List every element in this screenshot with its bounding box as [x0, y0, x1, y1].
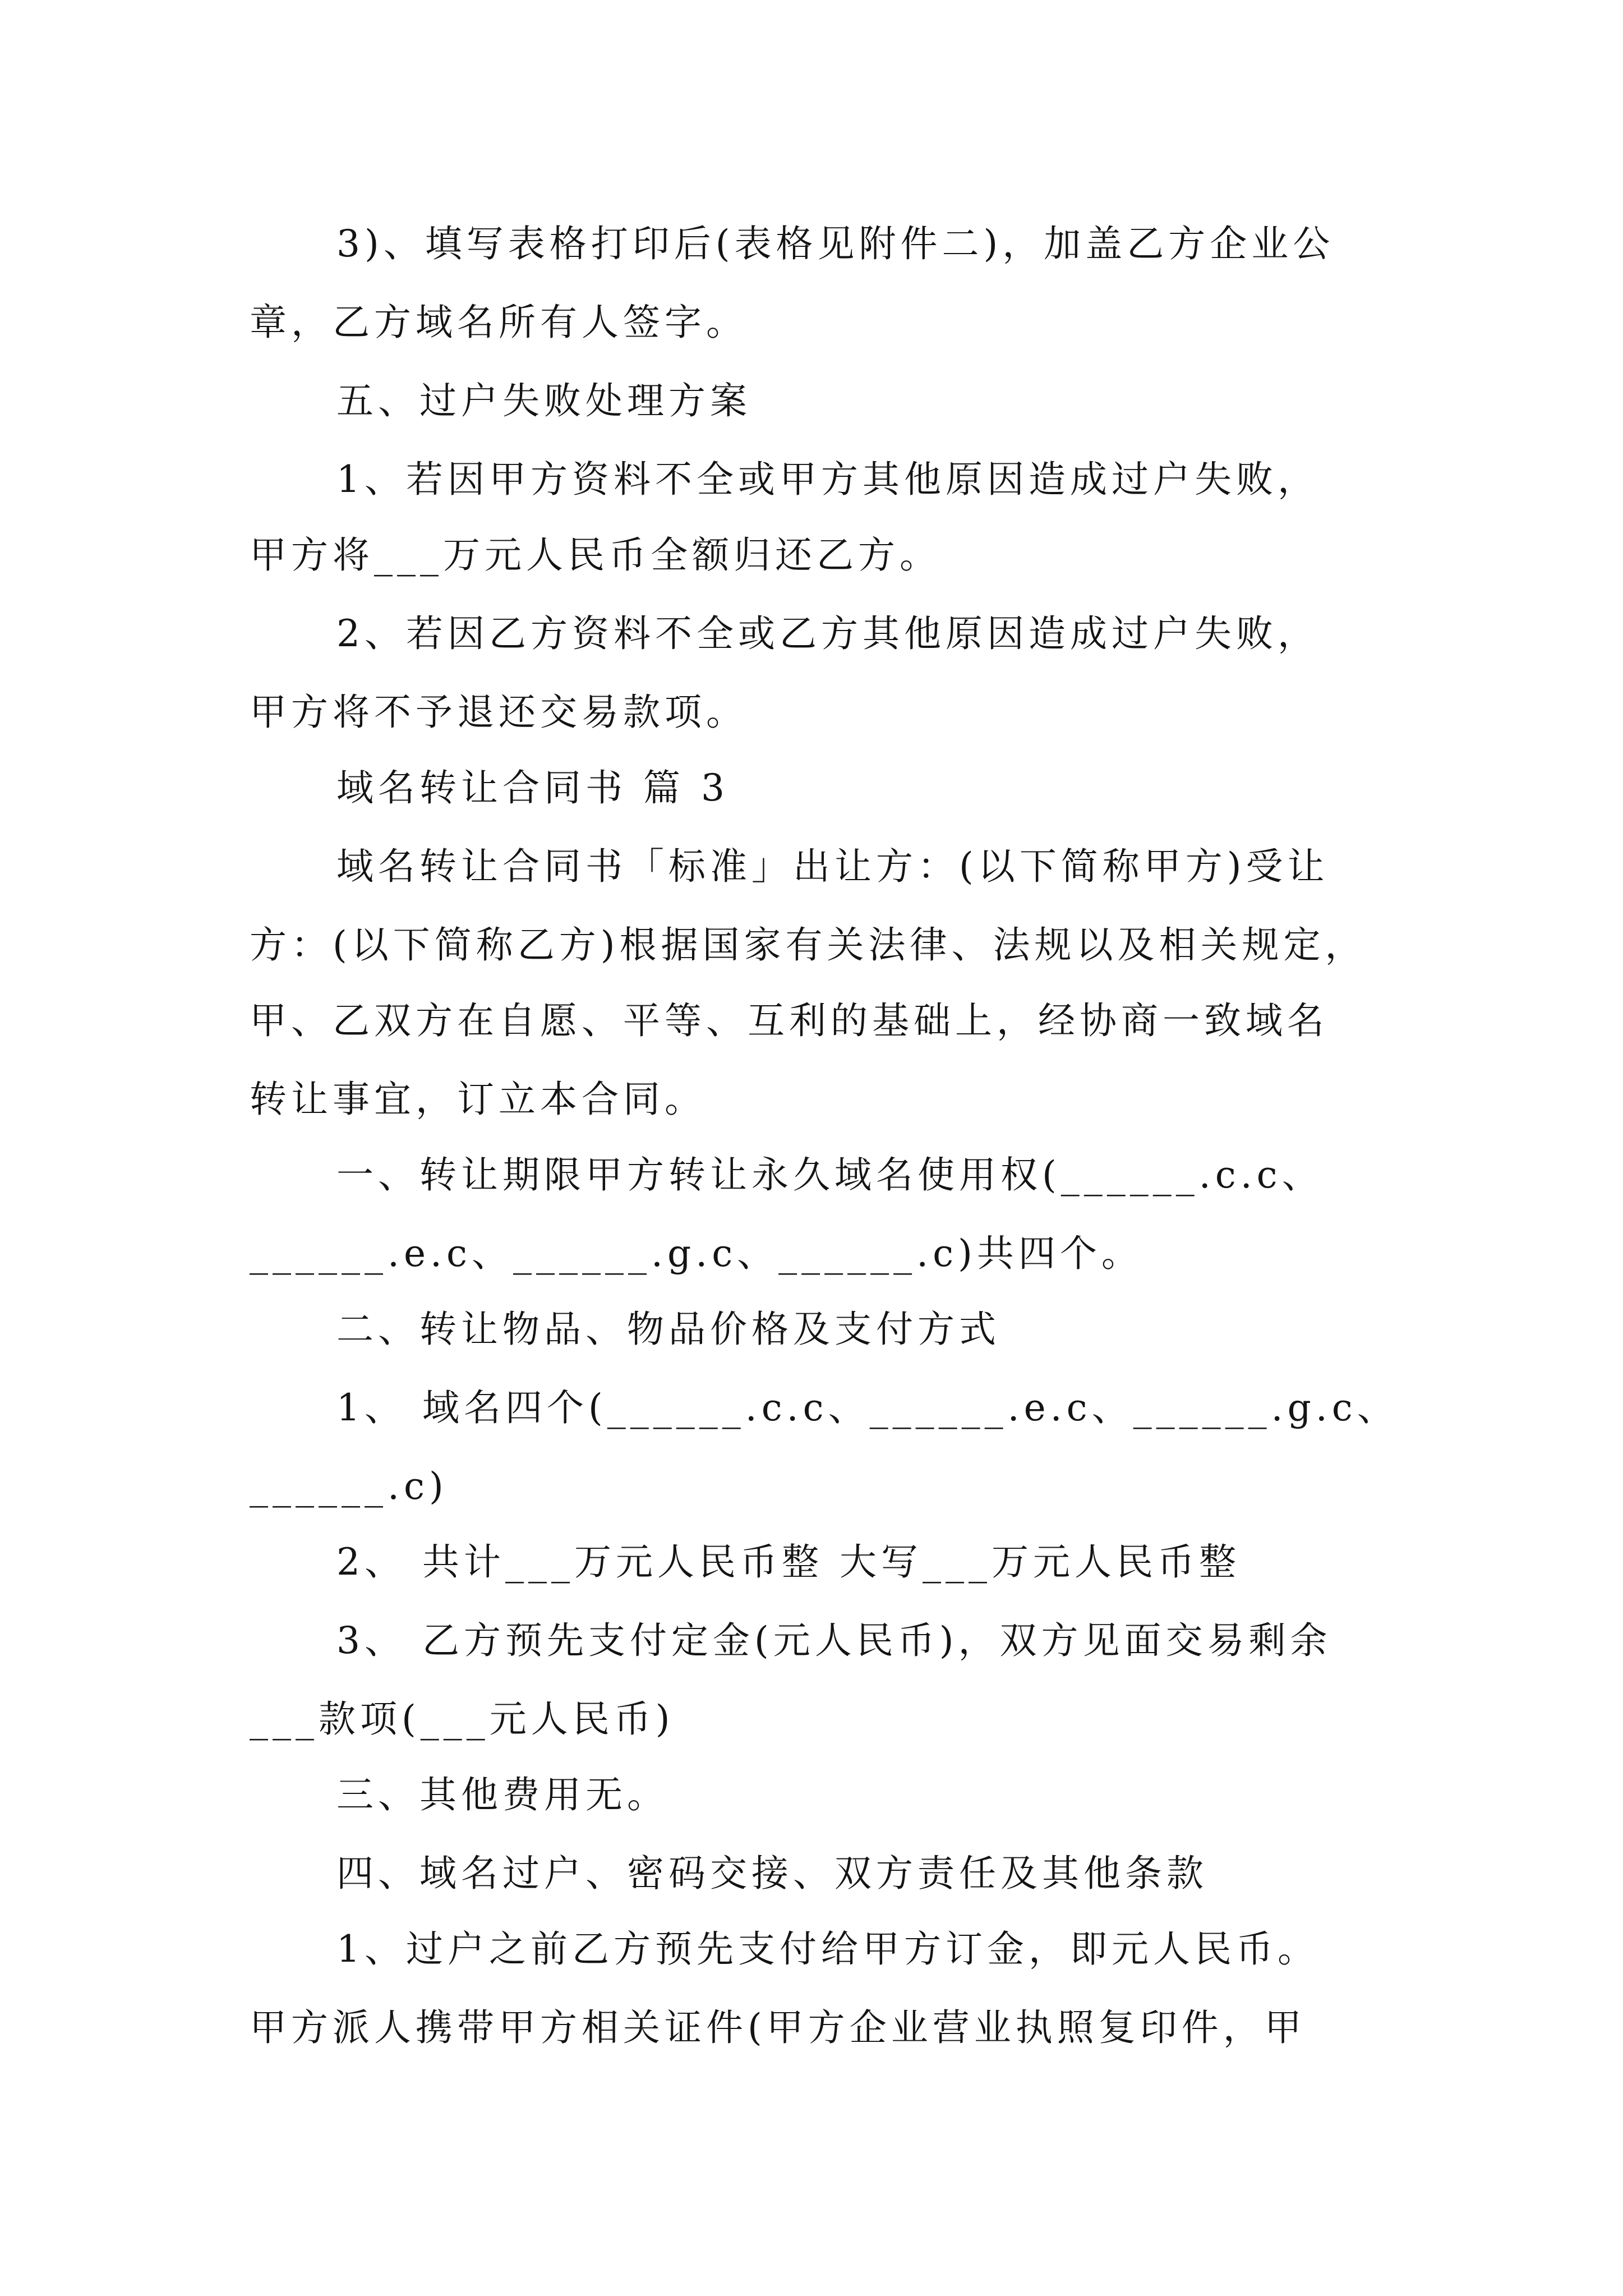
section-heading: 五、过户失败处理方案	[336, 379, 751, 422]
section-heading: 四、域名过户、密码交接、双方责任及其他条款	[336, 1852, 1208, 1895]
paragraph-line: 1、 域名四个(______.c.c、______.e.c、______.g.c、	[336, 1386, 1399, 1429]
paragraph-line: 甲方派人携带甲方相关证件(甲方企业营业执照复印件，甲	[250, 2006, 1306, 2049]
paragraph-line: 转让事宜，订立本合同。	[250, 1078, 706, 1121]
section-heading: 三、其他费用无。	[336, 1773, 668, 1816]
paragraph-line: 1、若因甲方资料不全或甲方其他原因造成过户失败，	[336, 458, 1319, 501]
article-title: 域名转让合同书 篇 3	[336, 766, 729, 809]
paragraph-line: 1、过户之前乙方预先支付给甲方订金，即元人民币。	[336, 1927, 1319, 1971]
paragraph-line: 甲、乙双方在自愿、平等、互利的基础上，经协商一致域名	[250, 999, 1329, 1042]
paragraph-line: 一、转让期限甲方转让永久域名使用权(______.c.c、	[336, 1153, 1324, 1197]
paragraph-line: 章，乙方域名所有人签字。	[250, 301, 748, 344]
paragraph-line: 方：(以下简称乙方)根据国家有关法律、法规以及相关规定，	[250, 923, 1367, 967]
paragraph-line: 甲方将___万元人民币全额归还乙方。	[250, 533, 941, 577]
paragraph-line: 3、 乙方预先支付定金(元人民币)，双方见面交易剩余	[336, 1619, 1332, 1662]
paragraph-line: ______.e.c、______.g.c、______.c)共四个。	[250, 1232, 1143, 1275]
paragraph-line: 2、若因乙方资料不全或乙方其他原因造成过户失败，	[336, 612, 1319, 655]
paragraph-line: 甲方将不予退还交易款项。	[250, 691, 748, 734]
paragraph-line: ______.c)	[250, 1465, 448, 1508]
paragraph-line: 3)、填写表格打印后(表格见附件二)，加盖乙方企业公	[336, 222, 1335, 265]
paragraph-line: 域名转让合同书「标准」出让方：(以下简称甲方)受让	[336, 845, 1329, 888]
paragraph-line: ___款项(___元人民币)	[250, 1697, 675, 1741]
section-heading: 二、转让物品、物品价格及支付方式	[336, 1308, 1000, 1351]
paragraph-line: 2、 共计___万元人民币整 大写___万元人民币整	[336, 1540, 1241, 1584]
